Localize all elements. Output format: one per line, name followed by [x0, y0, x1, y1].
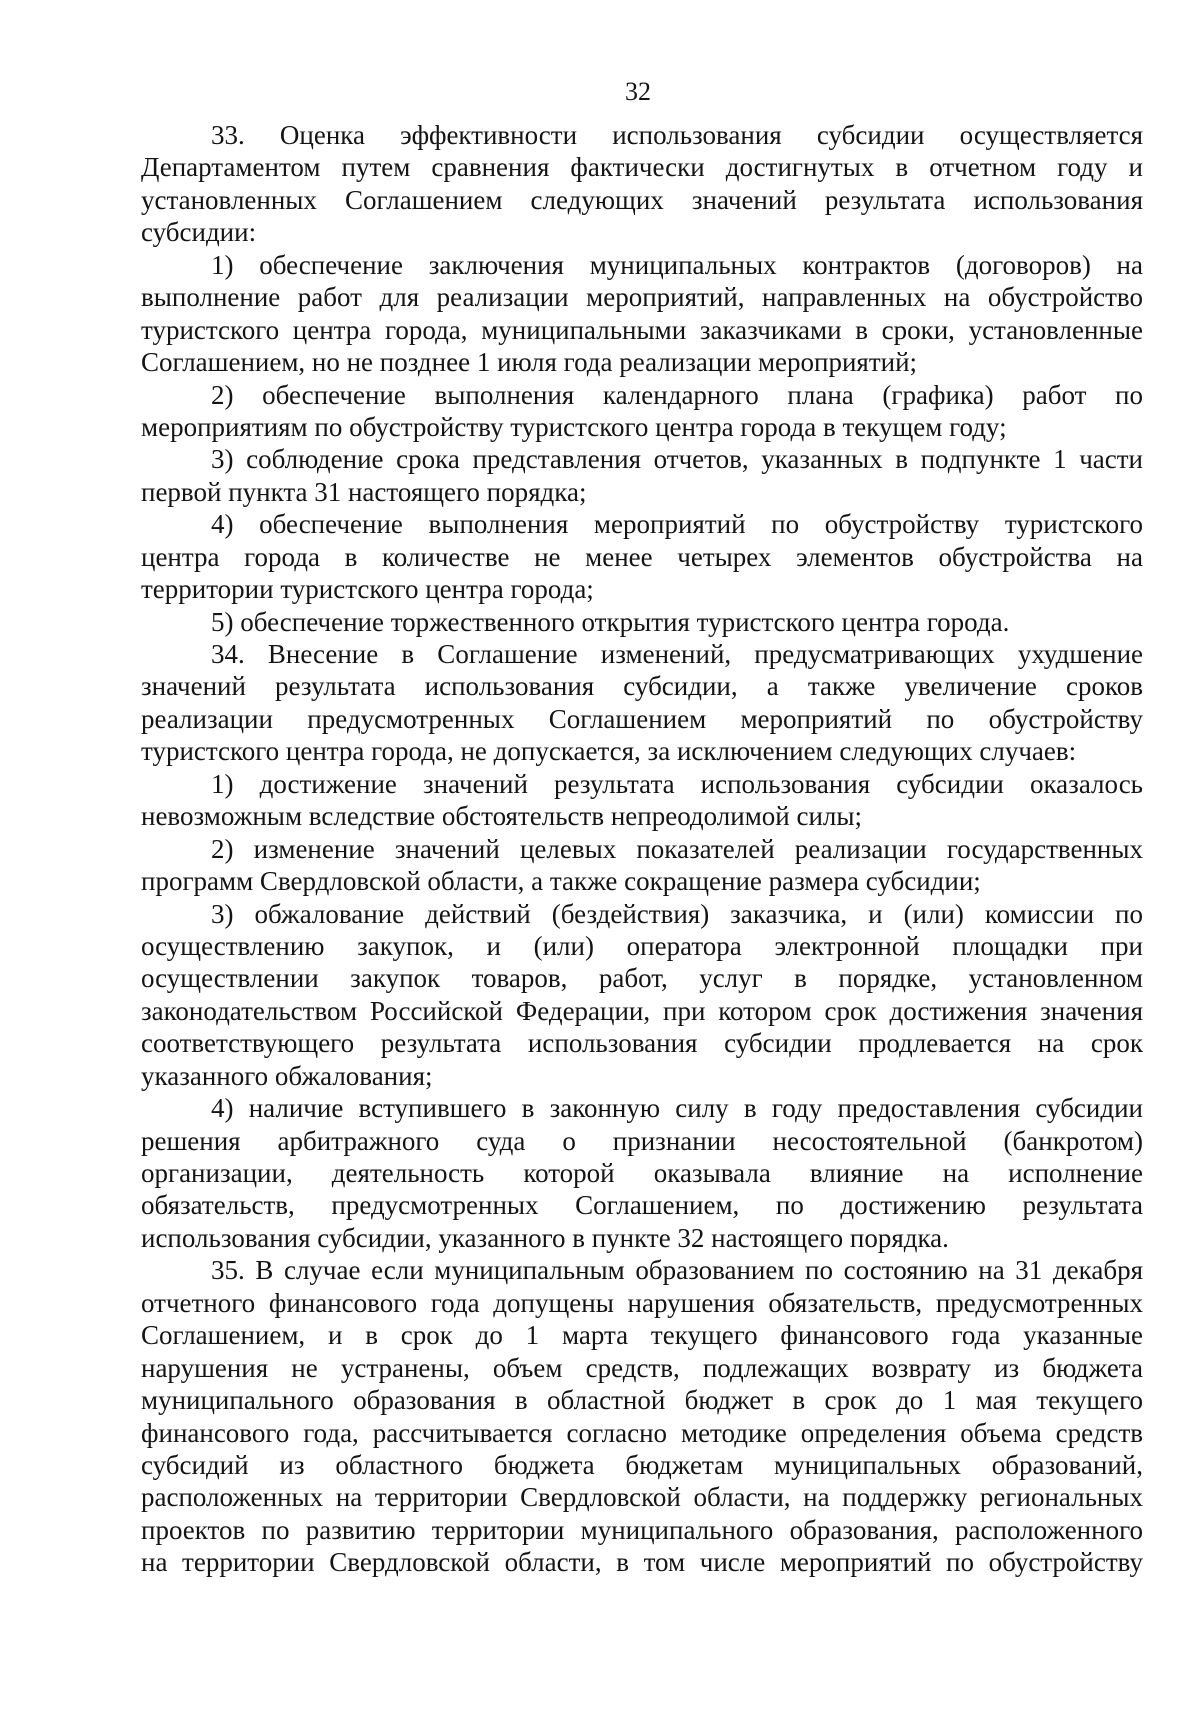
text-line: туристского центра города, не допускается, за исключением следующих случаев: [141, 736, 1077, 767]
text-line: Соглашением, но не позднее 1 июля года реализации мероприятий; [141, 347, 918, 378]
text-line: обязательств, предусмотренных Соглашением, по достижению результата [141, 1190, 1143, 1221]
document-body [141, 119, 1143, 1579]
text-line: 3) обжалование действий (бездействия) заказчика, и (или) комиссии по [211, 898, 1143, 929]
text-line: 1) достижение значений результата использования субсидии оказалось [211, 768, 1143, 799]
text-line: решения арбитражного суда о признании несостоятельной (банкротом) [141, 1125, 1143, 1156]
page-number: 32 [625, 77, 651, 106]
text-line: 4) наличие вступившего в законную силу в году предоставления субсидии [211, 1093, 1143, 1124]
text-line: установленных Соглашением следующих значений результата использования [141, 184, 1143, 215]
text-line: Соглашением, и в срок до 1 марта текущего финансового года указанные [141, 1320, 1143, 1351]
text-line: муниципального образования в областной бюджет в срок до 1 мая текущего [141, 1385, 1143, 1416]
text-line: 34. Внесение в Соглашение изменений, предусматривающих ухудшение [211, 639, 1143, 669]
text-line: 2) изменение значений целевых показателей реализации государственных [211, 833, 1143, 864]
text-line: значений результата использования субсидии, а также увеличение сроков [141, 671, 1143, 702]
text-line: реализации предусмотренных Соглашением мероприятий по обустройству [141, 703, 1143, 734]
text-line: 4) обеспечение выполнения мероприятий по обустройству туристского [211, 509, 1143, 540]
text-line: нарушения не устранены, объем средств, подлежащих возврату из бюджета [141, 1352, 1143, 1383]
text-line: выполнение работ для реализации мероприятий, направленных на обустройство [141, 282, 1143, 313]
text-line: центра города в количестве не менее четырех элементов обустройства на [141, 541, 1143, 572]
text-line: Департаментом путем сравнения фактически достигнутых в отчетном году и [141, 152, 1143, 183]
text-line: осуществлению закупок, и (или) оператора электронной площадки при [141, 930, 1143, 961]
text-line: осуществлении закупок товаров, работ, услуг в порядке, установленном [141, 963, 1143, 994]
text-line: расположенных на территории Свердловской области, на поддержку региональных [141, 1482, 1143, 1513]
text-line: 3) соблюдение срока представления отчетов, указанных в подпункте 1 части [211, 444, 1143, 475]
text-line: финансового года, рассчитывается согласно методике определения объема средств [141, 1417, 1143, 1448]
text-line: невозможным вследствие обстоятельств непреодолимой силы; [141, 801, 863, 832]
text-line: программ Свердловской области, а также сокращение размера субсидии; [141, 866, 981, 897]
text-line: 35. В случае если муниципальным образованием по состоянию на 31 декабря [211, 1255, 1143, 1286]
text-line: 5) обеспечение торжественного открытия туристского центра города. [211, 606, 1010, 637]
text-line: указанного обжалования; [141, 1060, 433, 1091]
text-line: законодательством Российской Федерации, при котором срок достижения значения [141, 995, 1143, 1026]
text-line: субсидий из областного бюджета бюджетам муниципальных образований, [141, 1449, 1143, 1480]
text-line: на территории Свердловской области, в том числе мероприятий по обустройству [141, 1547, 1143, 1578]
text-line: туристского центра города, муниципальными заказчиками в сроки, установленные [141, 314, 1143, 345]
text-line: использования субсидии, указанного в пункте 32 настоящего порядка. [141, 1222, 949, 1253]
text-line: мероприятиям по обустройству туристского центра города в текущем году; [141, 411, 1007, 442]
text-line: отчетного финансового года допущены нарушения обязательств, предусмотренных [141, 1287, 1143, 1318]
text-line: первой пункта 31 настоящего порядка; [141, 476, 587, 507]
text-line: проектов по развитию территории муниципального образования, расположенного [141, 1514, 1143, 1545]
text-line: соответствующего результата использования субсидии продлевается на срок [141, 1028, 1143, 1059]
text-line: субсидии: [141, 217, 257, 248]
text-line: 33. Оценка эффективности использования субсидии осуществляется [211, 120, 1143, 150]
text-line: организации, деятельность которой оказывала влияние на исполнение [141, 1158, 1143, 1188]
text-line: 2) обеспечение выполнения календарного плана (графика) работ по [211, 379, 1143, 410]
text-line: территории туристского центра города; [141, 574, 594, 605]
text-line: 1) обеспечение заключения муниципальных контрактов (договоров) на [211, 249, 1143, 280]
